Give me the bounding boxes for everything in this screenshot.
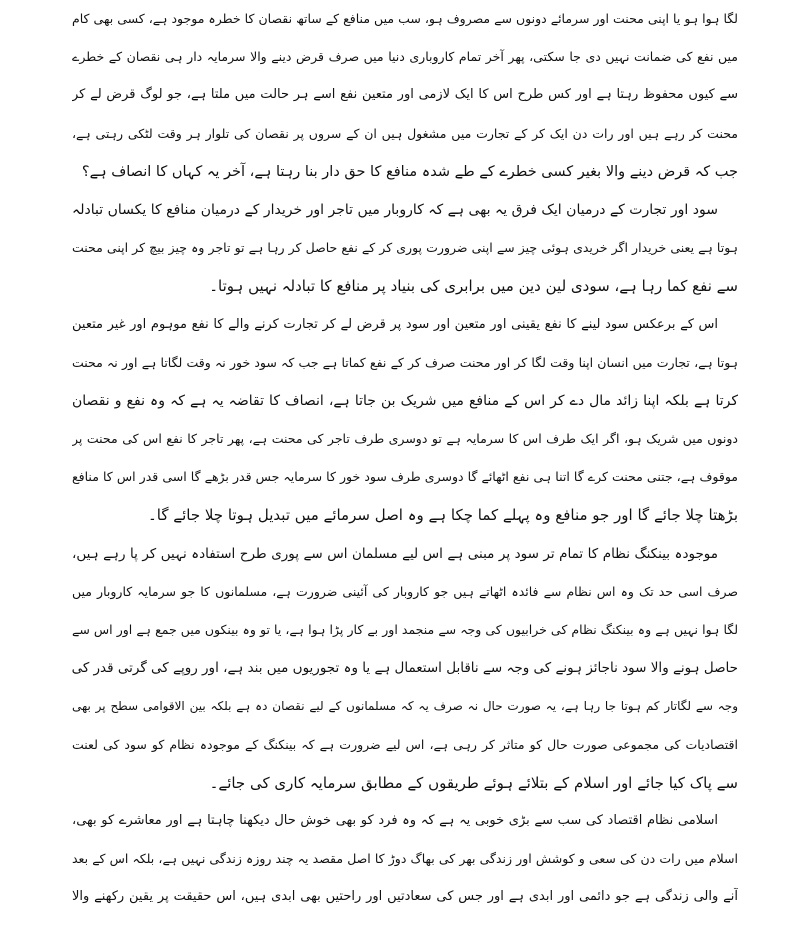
text-line: اقتصادیات کی مجموعی صورت حال کو متاثر کر رہی ہے، اس لیے ضرورت ہے کہ بینکنگ کے موجودہ نظام کو سود کی لعنت (72, 736, 738, 752)
text-line: صرف اسی حد تک وہ اس نظام سے فائدہ اٹھاتے ہیں جو کاروبار کی آئینی ضرورت ہے، مسلمانوں کا جو سرمایہ کاروبار میں (72, 583, 738, 599)
text-line: حاصل ہونے والا سود ناجائز ہونے کی وجہ سے ناقابل استعمال ہے یا وہ تجوریوں میں بند ہے، اور روپے کی گرتی قدر کی (72, 660, 738, 677)
text-line: سے پاک کیا جائے اور اسلام کے بتلائے ہوئے طریقوں کے مطابق سرمایہ کاری کی جائے۔ (209, 773, 738, 792)
text-line: ہوتا ہے یعنی خریدار اگر خریدی ہوئی چیز سے اپنی ضرورت پوری کر کے نفع حاصل کر رہا ہے تو تاجر وہ چیز بیچ کر اپنی محنت (72, 240, 738, 256)
text-line: سے نفع کما رہا ہے، سودی لین دین میں برابری کی بنیاد پر منافع کا تبادلہ نہیں ہوتا۔ (209, 277, 738, 296)
text-line: دونوں میں شریک ہو، اگر ایک طرف اس کا سرمایہ ہے تو دوسری طرف تاجر کی محنت ہے، پھر تاجر کا نفع اس کی محنت پر (72, 431, 738, 447)
text-line: موجودہ بینکنگ نظام کا تمام تر سود پر مبنی ہے اس لیے مسلمان اس سے پوری طرح استفادہ نہیں کر پا رہے ہیں، (72, 545, 718, 562)
text-line: سود اور تجارت کے درمیان ایک فرق یہ بھی ہے کہ کاروبار میں تاجر اور خریدار کے درمیان منافع کا یکساں تبادلہ (72, 201, 718, 218)
text-line: کرتا ہے بلکہ اپنا زائد مال دے کر اس کے منافع میں شریک بن جاتا ہے، انصاف کا تقاضہ یہ ہے کہ وہ نفع و نقصان (72, 392, 738, 409)
text-line: ہوتا ہے، تجارت میں انسان اپنا وقت لگا کر اور محنت صرف کر کے نفع کماتا ہے جب کہ سود خور نہ وقت لگاتا ہے اور نہ محنت (72, 354, 738, 370)
text-line: بڑھتا چلا جائے گا اور جو منافع وہ پہلے کما چکا ہے وہ اصل سرمائے میں تبدیل ہوتا چلا جائے گا۔ (148, 506, 738, 525)
text-line: موقوف ہے، جتنی محنت کرے گا اتنا ہی نفع اٹھائے گا دوسری طرف سود خور کا سرمایہ جس قدر بڑھے گا اسی قدر اس کا منافع (72, 469, 738, 485)
text-line: اسلامی نظام اقتصاد کی سب سے بڑی خوبی یہ ہے کہ وہ فرد کو بھی خوش حال دیکھنا چاہتا ہے اور معاشرے کو بھی، (72, 812, 718, 828)
text-line: آنے والی زندگی ہے جو دائمی اور ابدی ہے اور جس کی سعادتیں اور راحتیں بھی ابدی ہیں، اس حقیقت پر یقین رکھنے والا (72, 889, 738, 905)
text-line: محنت کر رہے ہیں اور رات دن ایک کر کے تجارت میں مشغول ہیں ان کے سروں پر نقصان کی تلوار ہر وقت لٹکی رہتی ہے، (72, 125, 738, 141)
text-line: میں نفع کی ضمانت نہیں دی جا سکتی، پھر آخر تمام کاروباری دنیا میں صرف قرض دینے والا سرمایہ دار ہی نقصان کے خطرے (72, 49, 738, 65)
urdu-text-body (72, 0, 738, 917)
text-line: جب کہ قرض دینے والا بغیر کسی خطرے کے طے شدہ منافع کا حق دار بنا رہتا ہے، آخر یہ کہاں کا انصاف ہے؟ (81, 163, 738, 180)
text-line: اسلام میں رات دن کی سعی و کوشش اور زندگی بھر کی بھاگ دوڑ کا اصل مقصد یہ چند روزہ زندگی نہیں ہے، بلکہ اس کے بعد (72, 851, 738, 867)
text-line: لگا ہوا ہو یا اپنی محنت اور سرمائے دونوں سے مصروف ہو، سب میں منافع کے ساتھ نقصان کا خطرہ موجود ہے، کسی بھی کام (72, 11, 738, 26)
text-line: سے کیوں محفوظ رہتا ہے اور کس طرح اس کا ایک لازمی اور متعین نفع اسے ہر حالت میں ملتا ہے، جو لوگ قرض لے کر (72, 87, 738, 103)
text-line: لگا ہوا نہیں ہے وہ بینکنگ نظام کی خرابیوں کی وجہ سے منجمد اور بے کار پڑا ہوا ہے، یا تو وہ بینکوں میں جمع ہے اور اس سے (72, 622, 738, 637)
text-line: اس کے برعکس سود لینے کا نفع یقینی اور متعین اور سود پر قرض لے کر تجارت کرنے والے کا نفع موہوم اور غیر متعین (72, 316, 718, 332)
text-line: وجہ سے لگاتار کم ہوتا جا رہا ہے، یہ صورت حال نہ صرف یہ کہ مسلمانوں کے لیے نقصان دہ ہے بلکہ بین الاقوامی سطح پر بھی (72, 699, 738, 714)
